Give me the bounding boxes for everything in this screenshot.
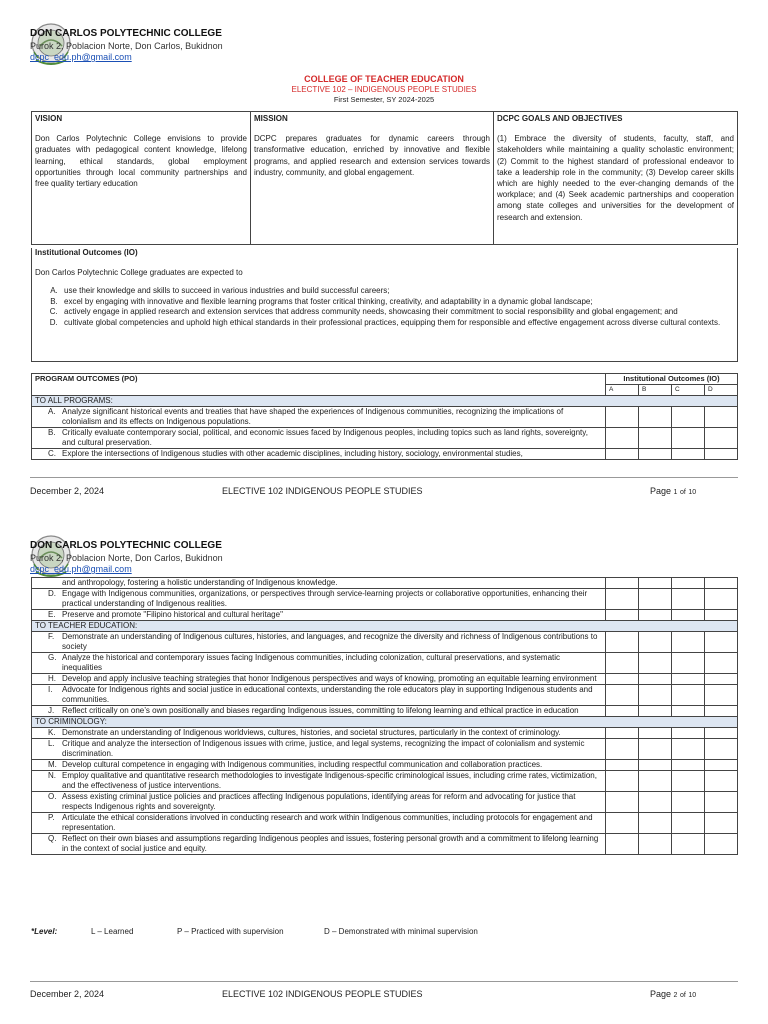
college-name: DON CARLOS POLYTECHNIC COLLEGE bbox=[30, 28, 222, 39]
po-text: Critically evaluate contemporary social, political, and economic issues faced by Indigenous peoples, including topics such as land rights, sovereignty, and cultural preservation. bbox=[62, 428, 588, 447]
po-text: and anthropology, fostering a holistic understanding of Indigenous knowledge. bbox=[62, 578, 338, 587]
table-row bbox=[32, 674, 738, 685]
po-letter: Q. bbox=[48, 834, 57, 843]
io-check-cell[interactable] bbox=[672, 792, 705, 813]
io-col-d: D bbox=[705, 385, 738, 396]
io-title: Institutional Outcomes (IO) bbox=[35, 248, 138, 257]
po-header: PROGRAM OUTCOMES (PO) bbox=[32, 374, 606, 396]
po-text: Critique and analyze the intersection of Indigenous issues with crime, justice, and legal systems, recognizing the impact of colonialism and systemic discrimination. bbox=[62, 739, 585, 758]
po-letter: M. bbox=[48, 760, 57, 769]
io-check-cell[interactable] bbox=[672, 610, 705, 621]
goals-heading: DCPC GOALS AND OBJECTIVES bbox=[494, 112, 738, 126]
io-check-cell[interactable] bbox=[639, 706, 672, 717]
section-teacher-education: TO TEACHER EDUCATION: bbox=[32, 621, 738, 632]
io-item: B. excel by engaging with innovative and flexible learning programs that foster critical thinking, creativity, and adaptability in a dynamic global landscape; bbox=[60, 297, 737, 308]
po-letter: P. bbox=[48, 813, 55, 822]
po-text: Demonstrate an understanding of Indigenous cultures, histories, and languages, and recognize the diversity and richness of Indigenous contributions to society bbox=[62, 632, 598, 651]
io-check-cell[interactable] bbox=[672, 589, 705, 610]
college-address: Purok 2, Poblacion Norte, Don Carlos, Bukidnon bbox=[30, 41, 223, 51]
vision-text: Don Carlos Polytechnic College envisions to provide graduates with pedagogical content knowledge, lifelong learning, ethical standards, global employment opportunities through local community partnerships and free quality tertiary education bbox=[32, 125, 251, 245]
po-text: Develop cultural competence in engaging with Indigenous communities, including respectful communication and collaboration practices. bbox=[62, 760, 543, 769]
io-check-cell[interactable] bbox=[672, 771, 705, 792]
po-letter: H. bbox=[48, 674, 56, 683]
po-letter: K. bbox=[48, 728, 56, 737]
io-check-cell[interactable] bbox=[606, 813, 639, 834]
io-check-cell[interactable] bbox=[705, 632, 738, 653]
io-check-cell[interactable] bbox=[705, 578, 738, 589]
io-check-cell[interactable] bbox=[639, 674, 672, 685]
io-check-cell[interactable] bbox=[639, 653, 672, 674]
io-check-cell[interactable] bbox=[672, 632, 705, 653]
io-check-cell[interactable] bbox=[639, 792, 672, 813]
io-check-cell[interactable] bbox=[672, 685, 705, 706]
legend-practiced: P – Practiced with supervision bbox=[177, 927, 284, 936]
po-text: Assess existing criminal justice policies and practices affecting Indigenous populations, identifying areas for reform and advocating for justice that respects Indigenous rights and sovereignty. bbox=[62, 792, 576, 811]
io-check-cell[interactable] bbox=[639, 834, 672, 855]
po-text: Analyze significant historical events and treaties that have shaped the experiences of Indigenous communities, recognizing the implications of colonialism and its effects on Indigenous populations. bbox=[62, 407, 564, 426]
io-check-cell[interactable] bbox=[672, 706, 705, 717]
footer-date: December 2, 2024 bbox=[30, 989, 105, 999]
table-row bbox=[32, 771, 738, 792]
io-check-cell[interactable] bbox=[672, 653, 705, 674]
vision-heading: VISION bbox=[32, 112, 251, 126]
table-row bbox=[32, 685, 738, 706]
table-row bbox=[32, 610, 738, 621]
footer-date: December 2, 2024 bbox=[30, 486, 105, 496]
io-columns-header: Institutional Outcomes (IO) bbox=[606, 374, 738, 385]
io-check-cell[interactable] bbox=[672, 449, 705, 460]
io-check-cell[interactable] bbox=[606, 578, 639, 589]
college-name: DON CARLOS POLYTECHNIC COLLEGE bbox=[30, 540, 222, 551]
teacher-education-rows bbox=[32, 632, 738, 717]
college-unit-title: COLLEGE OF TEACHER EDUCATION bbox=[304, 74, 464, 84]
po-letter: I. bbox=[48, 685, 53, 694]
io-check-cell[interactable] bbox=[705, 610, 738, 621]
io-col-a: A bbox=[606, 385, 639, 396]
program-outcomes-table-p2 bbox=[31, 577, 738, 855]
io-check-cell[interactable] bbox=[639, 428, 672, 449]
table-row bbox=[32, 653, 738, 674]
io-check-cell[interactable] bbox=[639, 728, 672, 739]
io-check-cell[interactable] bbox=[639, 589, 672, 610]
table-row bbox=[32, 792, 738, 813]
io-check-cell[interactable] bbox=[639, 407, 672, 428]
po-letter: D. bbox=[48, 589, 56, 598]
io-check-cell[interactable] bbox=[705, 653, 738, 674]
io-check-cell[interactable] bbox=[705, 706, 738, 717]
po-text: Engage with Indigenous communities, organizations, or perspectives through service-learning projects or collaborative opportunities, enhancing their practical understanding of Indigenous realities. bbox=[62, 589, 588, 608]
io-check-cell[interactable] bbox=[639, 685, 672, 706]
section-all-programs: TO ALL PROGRAMS: bbox=[32, 396, 738, 407]
table-row bbox=[32, 760, 738, 771]
table-row bbox=[32, 407, 738, 428]
io-check-cell[interactable] bbox=[639, 813, 672, 834]
vision-mission-goals-table bbox=[31, 111, 738, 245]
table-row bbox=[32, 739, 738, 760]
table-row bbox=[32, 813, 738, 834]
po-text: Demonstrate an understanding of Indigenous worldviews, cultures, histories, and societal structures, particularly in the context of criminology. bbox=[62, 728, 561, 737]
io-col-c: C bbox=[672, 385, 705, 396]
io-check-cell[interactable] bbox=[606, 706, 639, 717]
io-check-cell[interactable] bbox=[639, 449, 672, 460]
io-check-cell[interactable] bbox=[672, 428, 705, 449]
io-check-cell[interactable] bbox=[672, 578, 705, 589]
mission-heading: MISSION bbox=[251, 112, 494, 126]
io-check-cell[interactable] bbox=[606, 760, 639, 771]
io-check-cell[interactable] bbox=[639, 632, 672, 653]
io-check-cell[interactable] bbox=[639, 771, 672, 792]
footer-page-number: Page 1 of 10 bbox=[650, 486, 697, 496]
io-item: C. actively engage in applied research and extension services that address community needs, showcasing their commitment to social responsibility and global engagement; and bbox=[60, 307, 737, 318]
course-title: ELECTIVE 102 – INDIGENOUS PEOPLE STUDIES bbox=[291, 85, 477, 94]
io-check-cell[interactable] bbox=[672, 407, 705, 428]
college-address: Purok 2, Poblacion Norte, Don Carlos, Bukidnon bbox=[30, 553, 223, 563]
table-row bbox=[32, 632, 738, 653]
io-check-cell[interactable] bbox=[606, 834, 639, 855]
footer-divider bbox=[30, 981, 738, 982]
po-text: Reflect on their own biases and assumptions regarding Indigenous peoples and issues, fostering personal growth and a commitment to lifelong learning in the context of social justice and equity. bbox=[62, 834, 599, 853]
table-row bbox=[32, 589, 738, 610]
io-item: D. cultivate global competencies and uphold high ethical standards in their professional practices, equipping them for responsible and effective engagement across diverse cultural contexts. bbox=[60, 318, 737, 329]
college-email-link[interactable]: dcpc_edu.ph@gmail.com bbox=[30, 564, 132, 574]
io-check-cell[interactable] bbox=[606, 589, 639, 610]
table-row bbox=[32, 834, 738, 855]
io-check-cell[interactable] bbox=[705, 739, 738, 760]
io-intro: Don Carlos Polytechnic College graduates are expected to bbox=[35, 267, 243, 277]
io-check-cell[interactable] bbox=[639, 739, 672, 760]
semester-label: First Semester, SY 2024-2025 bbox=[333, 95, 435, 104]
po-letter: G. bbox=[48, 653, 57, 662]
io-check-cell[interactable] bbox=[705, 834, 738, 855]
goals-text: (1) Embrace the diversity of students, faculty, staff, and stakeholders while maintaining a quality scholastic environment; (2) Commit to the highest standard of professional endeavor to take a leadership role in the community; (3) Develop career skills which are highly needed to the ever-changing demands of the workplace; and (4) Seek academic partnerships and cooperation among state colleges and universities for the development of research and extension. bbox=[494, 125, 738, 245]
program-outcomes-table-p1 bbox=[31, 373, 738, 460]
po-text: Advocate for Indigenous rights and social justice in educational contexts, understanding the role educators play in supporting Indigenous students and communities. bbox=[62, 685, 593, 704]
institutional-outcomes-box bbox=[31, 248, 738, 362]
college-email-link[interactable]: dcpc_edu.ph@gmail.com bbox=[30, 52, 132, 62]
io-check-cell[interactable] bbox=[672, 760, 705, 771]
po-text: Analyze the historical and contemporary issues facing Indigenous communities, including colonization, cultural preservations, and systematic inequalities bbox=[62, 653, 561, 672]
io-check-cell[interactable] bbox=[606, 792, 639, 813]
io-check-cell[interactable] bbox=[672, 739, 705, 760]
io-check-cell[interactable] bbox=[672, 834, 705, 855]
po-text: Employ qualitative and quantitative research methodologies to investigate Indigenous-specific criminological issues, including crime rates, victimization, and the effectiveness of justice interventions. bbox=[62, 771, 597, 790]
io-check-cell[interactable] bbox=[672, 674, 705, 685]
footer-page-number: Page 2 of 10 bbox=[650, 989, 697, 999]
io-check-cell[interactable] bbox=[606, 653, 639, 674]
io-item: A. use their knowledge and skills to succeed in various industries and build successful careers; bbox=[60, 286, 737, 297]
po-letter: O. bbox=[48, 792, 57, 801]
io-check-cell[interactable] bbox=[705, 728, 738, 739]
io-check-cell[interactable] bbox=[606, 632, 639, 653]
io-check-cell[interactable] bbox=[705, 407, 738, 428]
io-check-cell[interactable] bbox=[705, 449, 738, 460]
po-text: Preserve and promote "Filipino historical and cultural heritage" bbox=[62, 610, 283, 619]
io-check-cell[interactable] bbox=[672, 728, 705, 739]
mission-text: DCPC prepares graduates for dynamic careers through transformative education, enriched by innovative and flexible programs, and applied research and extension services towards industry, community, and global engagement. bbox=[251, 125, 494, 245]
po-letter: C. bbox=[48, 449, 56, 458]
section-criminology: TO CRIMINOLOGY: bbox=[32, 717, 738, 728]
io-check-cell[interactable] bbox=[606, 728, 639, 739]
io-check-cell[interactable] bbox=[639, 610, 672, 621]
io-check-cell[interactable] bbox=[606, 407, 639, 428]
footer-course: ELECTIVE 102 INDIGENOUS PEOPLE STUDIES bbox=[222, 486, 423, 496]
io-check-cell[interactable] bbox=[606, 610, 639, 621]
io-check-cell[interactable] bbox=[705, 589, 738, 610]
legend-label: *Level: bbox=[31, 927, 58, 936]
io-check-cell[interactable] bbox=[606, 739, 639, 760]
po-letter: L. bbox=[48, 739, 55, 748]
footer-divider bbox=[30, 477, 738, 478]
io-check-cell[interactable] bbox=[705, 760, 738, 771]
po-letter: N. bbox=[48, 771, 56, 780]
po-letter: F. bbox=[48, 632, 55, 641]
table-row bbox=[32, 428, 738, 449]
legend-demonstrated: D – Demonstrated with minimal supervision bbox=[324, 927, 478, 936]
io-check-cell[interactable] bbox=[672, 813, 705, 834]
io-check-cell[interactable] bbox=[705, 685, 738, 706]
po-text: Reflect critically on one’s own positionally and biases regarding Indigenous issues, committing to lifelong learning and ethical practice in education bbox=[62, 706, 579, 715]
table-row bbox=[32, 706, 738, 717]
po-letter: J. bbox=[48, 706, 55, 715]
legend-learned: L – Learned bbox=[91, 927, 134, 936]
footer-course: ELECTIVE 102 INDIGENOUS PEOPLE STUDIES bbox=[222, 989, 423, 999]
io-check-cell[interactable] bbox=[606, 674, 639, 685]
po-letter: B. bbox=[48, 428, 56, 437]
po-text: Develop and apply inclusive teaching strategies that honor Indigenous perspectives and ways of knowing, promoting an equitable learning environment bbox=[62, 674, 597, 683]
po-text: Articulate the ethical considerations involved in conducting research and work within Indigenous communities, including protocols for engagement and representation. bbox=[62, 813, 593, 832]
io-check-cell[interactable] bbox=[606, 428, 639, 449]
io-check-cell[interactable] bbox=[705, 813, 738, 834]
io-check-cell[interactable] bbox=[606, 685, 639, 706]
io-check-cell[interactable] bbox=[606, 771, 639, 792]
io-check-cell[interactable] bbox=[639, 760, 672, 771]
io-col-b: B bbox=[639, 385, 672, 396]
io-check-cell[interactable] bbox=[705, 771, 738, 792]
criminology-rows bbox=[32, 728, 738, 855]
io-check-cell[interactable] bbox=[606, 449, 639, 460]
table-row bbox=[32, 728, 738, 739]
table-row bbox=[32, 578, 738, 589]
po-text: Explore the intersections of Indigenous studies with other academic disciplines, including history, sociology, environmental studies, bbox=[62, 449, 523, 458]
io-check-cell[interactable] bbox=[639, 578, 672, 589]
io-check-cell[interactable] bbox=[705, 428, 738, 449]
po-letter: A. bbox=[48, 407, 56, 416]
io-check-cell[interactable] bbox=[705, 792, 738, 813]
io-list bbox=[32, 286, 737, 328]
io-check-cell[interactable] bbox=[705, 674, 738, 685]
po-letter: E. bbox=[48, 610, 56, 619]
table-row bbox=[32, 449, 738, 460]
